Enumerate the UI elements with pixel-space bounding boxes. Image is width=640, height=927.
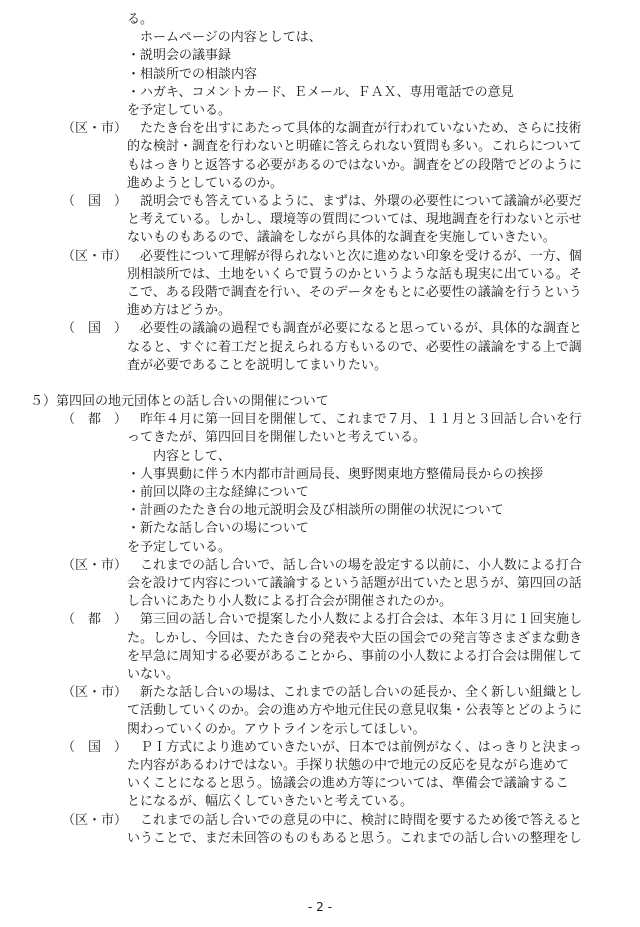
- text-line: ・前回以降の主な経緯について: [127, 485, 309, 500]
- text-line: 第三回の話し合いで提案した小人数による打合会は、本年３月に１回実施し: [127, 612, 583, 628]
- speaker-label: （区・市）: [62, 248, 128, 264]
- text-line: 会を設けて内容について議論するという話題が出ていたと思うが、第四回の話: [127, 576, 582, 591]
- text-line: いない。: [127, 667, 180, 682]
- text-line: 関わっていくのか。アウトラインを示してほしい。: [127, 721, 426, 737]
- text-line: し合いにあたり小人数による打合会が開催されたのか。: [127, 594, 453, 610]
- text-line: ・計画のたたき台の地元説明会及び相談所の開催の状況について: [127, 503, 504, 519]
- text-line: 昨年４月に第一回目を開催して、これまで７月、１１月と３回話し合いを行: [127, 412, 582, 428]
- speaker-label: （区・市）: [62, 557, 128, 573]
- text-line: これまでの話し合いでの意見の中に、検討に時間を要するため後で答えると: [127, 812, 583, 828]
- text-line: ＰＩ方式により進めていきたいが、日本では前例がなく、はっきりと決まっ: [127, 739, 582, 755]
- speaker-label: （区・市）: [62, 121, 128, 137]
- text-line: 説明会でも答えているように、まずは、外環の必要性について議論が必要だ: [127, 194, 582, 209]
- text-line: ホームページの内容としては、: [127, 30, 322, 46]
- text-line: いくことになると思う。協議会の進め方等については、準備会で議論するこ: [127, 776, 569, 792]
- text-line: ・ハガキ、コメントカード、Ｅメール、ＦＡＸ、専用電話での意見: [127, 84, 514, 100]
- text-line: を早急に周知する必要があることから、事前の小人数による打合会は開催して: [127, 648, 583, 664]
- text-line: とになるが、幅広くしていきたいと考えている。: [127, 794, 414, 810]
- text-line: た。しかし、今回は、たたき台の発表や大臣の国会での発言等さまざまな動き: [127, 630, 583, 646]
- text-line: こで、ある段階で調査を行い、そのデータをもとに必要性の議論を行うという: [127, 285, 582, 300]
- speaker-label: （区・市）: [62, 812, 128, 828]
- text-line: を予定している。: [127, 103, 232, 118]
- text-line: 進め方はどうか。: [127, 303, 232, 319]
- text-line: 的な検討・調査を行わないと明確に答えられない質問も多い。これらについて: [127, 139, 582, 155]
- speaker-label: （ 国 ）: [62, 321, 128, 337]
- text-line: ないものもあるので、議論をしながら具体的な調査を実施していきたい。: [127, 230, 556, 246]
- text-line: る。: [127, 12, 154, 27]
- text-line: 必要性について理解が得られないと次に進めない印象を受けるが、一方、個: [127, 248, 582, 264]
- text-line: を予定している。: [127, 539, 232, 555]
- text-line: 新たな話し合いの場は、これまでの話し合いの延長か、全く新しい組織とし: [127, 685, 583, 701]
- text-line: ・相談所での相談内容: [127, 66, 258, 82]
- text-line: ・人事異動に伴う木内都市計画局長、奥野関東地方整備局長からの挨拶: [127, 466, 544, 482]
- text-line: いうことで、まだ未回答のものもあると思う。これまでの話し合いの整理をし: [127, 830, 582, 846]
- speaker-label: （ 都 ）: [62, 412, 128, 428]
- text-line: ・説明会の議事録: [127, 48, 232, 64]
- text-line: と考えている。しかし、環境等の質問については、現地調査を行わないと示せ: [127, 212, 582, 228]
- speaker-label: （ 国 ）: [62, 739, 128, 755]
- text-line: 内容として、: [127, 448, 231, 464]
- text-line: これまでの話し合いで、話し合いの場を設定する以前に、小人数による打合: [127, 557, 582, 573]
- speaker-label: （ 都 ）: [62, 612, 128, 628]
- speaker-label: （区・市）: [62, 685, 128, 701]
- text-line: たたき台を出すにあたって具体的な調査が行われていないため、さらに技術: [127, 121, 582, 137]
- text-line: 進めようとしているのか。: [127, 175, 284, 191]
- section-heading: ５）第四回の地元団体との話し合いの開催について: [30, 394, 329, 409]
- text-line: 査が必要であることを説明してまいりたい。: [127, 357, 388, 373]
- speaker-label: （ 国 ）: [62, 194, 128, 209]
- text-line: もはっきりと返答する必要があるのではないか。調査をどの段階でどのように: [127, 157, 583, 173]
- page-number: - 2 -: [308, 900, 332, 914]
- text-line: た内容があるわけではない。手探り状態の中で地元の反応を見ながら進めて: [127, 758, 570, 773]
- text-line: なると、すぐに着工だと捉えられる方もいるので、必要性の議論をする上で調: [127, 339, 582, 355]
- text-line: 必要性の議論の過程でも調査が必要になると思っているが、具体的な調査と: [127, 321, 583, 337]
- text-line: ・新たな話し合いの場について: [127, 521, 309, 537]
- text-line: ってきたが、第四回目を開催したいと考えている。: [127, 430, 427, 446]
- text-line: 別相談所では、土地をいくらで買うのかというような話も現実に出ている。そ: [127, 266, 582, 282]
- text-line: て活動していくのか。会の進め方や地元住民の意見収集・公表等とどのように: [127, 703, 583, 719]
